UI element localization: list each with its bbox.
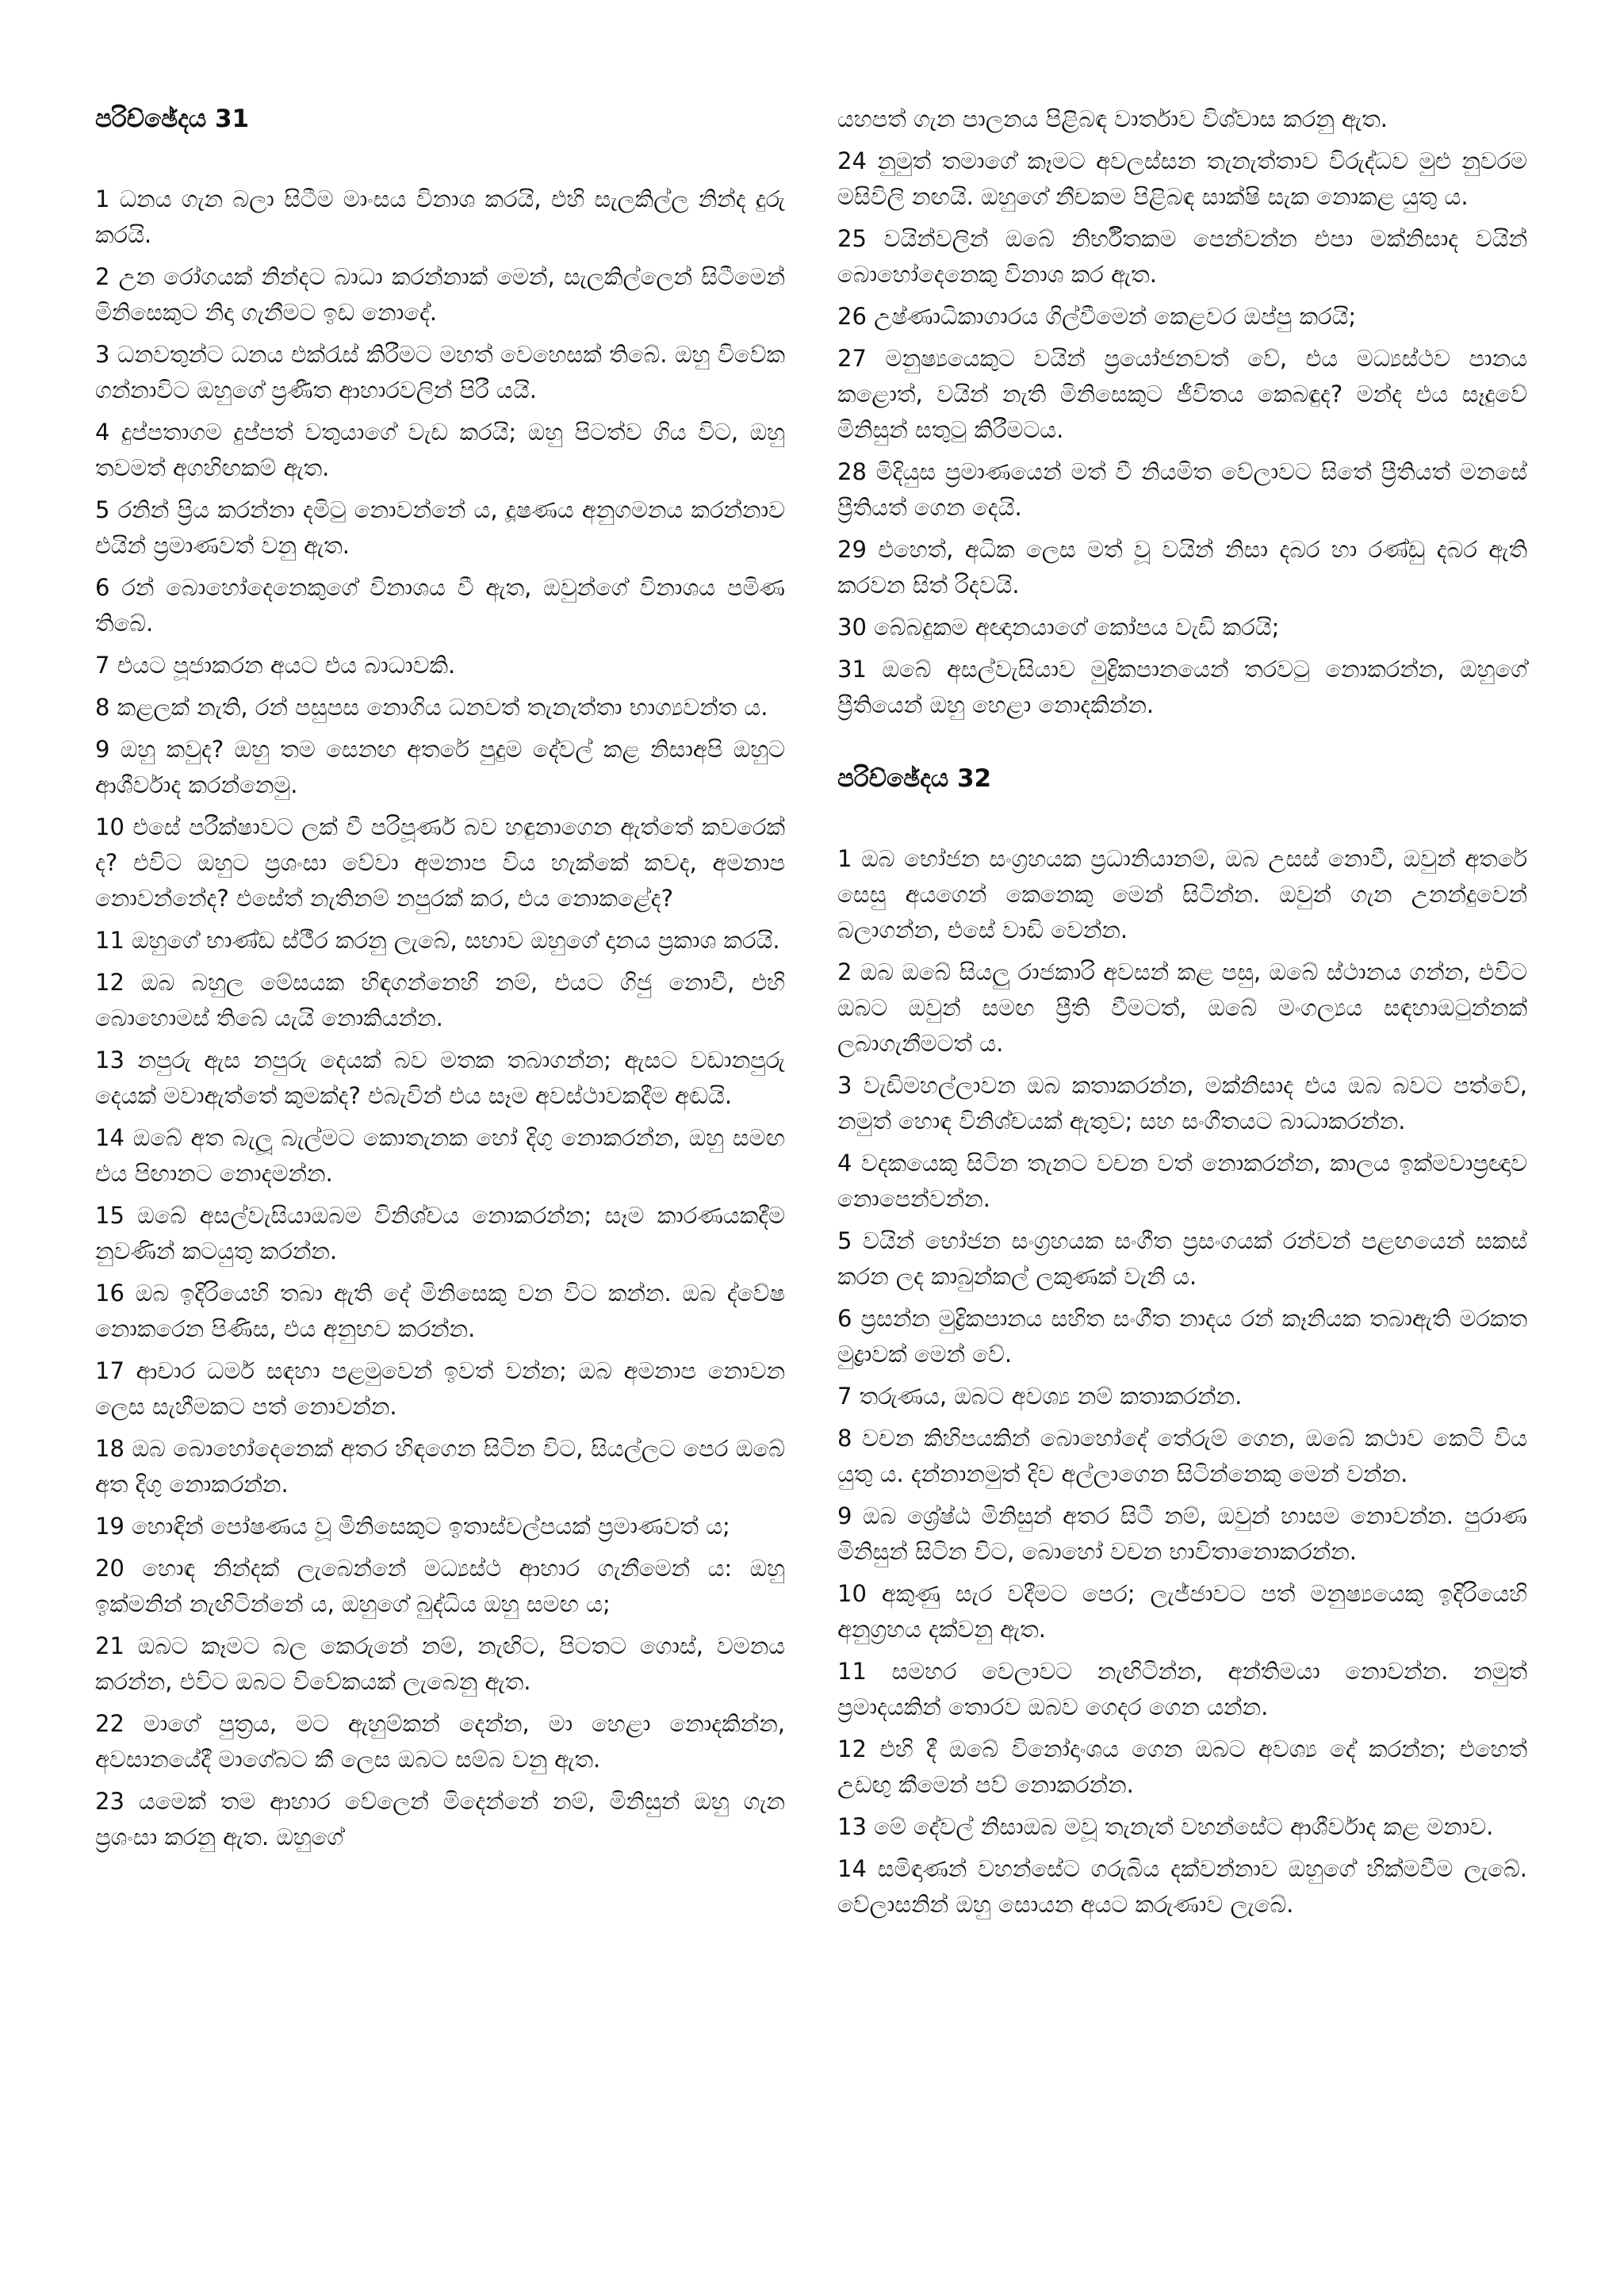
verse: 6 රන් බොහෝදෙනෙකුගේ විනාශය වී ඇත, ඔවුන්ගේ විනාශය පමිණ තිබේ. (95, 574, 785, 637)
verse: 4 දුප්පතාගම දුප්පත් වතුයාගේ වැඩ කරයි; ඔහු පිටත්ව ගිය විට, ඔහු තවමත් අගහිඟකම් ඇත. (95, 419, 785, 481)
verse-list-32 (837, 841, 1527, 1923)
verse: 13 නපුරු ඇස නපුරු දෙයක් බව මතක තබාගන්න; ඇසට වඩානපුරු දෙයක් මවාඇත්තේ කුමක්ද? එබැවින් එය සෑම අවස්ථාවකදීම අඬයි. (95, 1047, 785, 1109)
chapter-title-31: පරිච්ඡේදය 31 (95, 105, 250, 133)
right-column (837, 101, 1527, 1929)
verse: 17 ආචාර ධර්ම සඳහා පළමුවෙන් ඉවත් වන්න; ඔබ අමනාප නොවන ලෙස සැහීමකට පත් නොවන්න. (95, 1357, 785, 1420)
verse: 7 එයට පූජාකරන අයට එය බාධාවකි. (95, 652, 456, 679)
verse: 16 ඔබ ඉදිරියෙහි තබා ඇති දේ මිනිසෙකු වන විට කන්න. ඔබ ද්වේෂ නොකරෙන පිණිස, එය අනුභව කරන්න. (95, 1280, 785, 1342)
verse: 2 උන රෝගයක් නින්දට බාධා කරන්නාක් මෙන්, සැලකිල්ලෙන් සිටීමෙන් මිනිසෙකුට නිදා ගැනීමට ඉඩ නොදේ. (95, 263, 785, 326)
verse: 10 අකුණු සැර වදීමට පෙර; ලැජ්ජාවට පත් මනුෂ්‍යයෙකු ඉදිරියෙහි අනුග්‍රහය දක්වනු ඇත. (837, 1580, 1527, 1643)
verse: 1 ඔබ භෝජන සංග්‍රහයක ප්‍රධානියානම්, ඔබ උසස් නොවී, ඔවුන් අතරේ සෙසු අයගෙන් කෙනෙකු මෙන් සිටින්න. ඔවුන් ගැන උනන්දුවෙන් බලාගන්න, එසේ වාඩි වෙන්න. (837, 845, 1527, 943)
verse: 18 ඔබ බොහෝදෙනෙක් අතර හිඳගෙන සිටින විට, සියල්ලට පෙර ඔබේ අත දිගු නොකරන්න. (95, 1435, 785, 1498)
verse: 29 එහෙත්, අධික ලෙස මත් වූ වයින් නිසා දබර හා රණ්ඩු දබර ඇති කරවන සිත් රිදවයි. (837, 536, 1527, 599)
verse: 30 බේබදුකම අඥානයාගේ කෝපය වැඩි කරයි; (837, 614, 1280, 641)
verse: 12 එහි දී ඔබේ විනෝදාංශය ගෙන ඔබට අවශ්‍ය දේ කරන්න; එහෙත් උඩඟු කීමෙන් පව් නොකරන්න. (837, 1735, 1527, 1798)
verse: 28 මිදියුස ප්‍රමාණයෙන් මත් වී නියමිත වේලාවට සිතේ ප්‍රීතියත් මනසේ ප්‍රීතියත් ගෙන දෙයි. (837, 458, 1527, 521)
verse: 7 තරුණය, ඔබට අවශ්‍ය නම් කතාකරන්න. (837, 1383, 1243, 1410)
verse: 11 සමහර වෙලාවට නැඟිටින්න, අන්තිමයා නොවන්න. නමුත් ප්‍රමාදයකින් තොරව ඔබව ගෙදර ගෙන යන්න. (837, 1658, 1527, 1720)
chapter-title-32: පරිච්ඡේදය 32 (837, 764, 992, 793)
verse: 9 ඔහු කවුද? ඔහු තම සෙනඟ අතරේ පුදුම දේවල් කළ නිසාඅපි ඔහුට ආශීර්වාද කරන්නෙමු. (95, 736, 785, 798)
verse: 20 හොඳ නින්දක් ලැබෙන්නේ මධ්‍යස්ථ ආහාර ගැනීමෙන් ය: ඔහු ඉක්මනින් නැඟිටින්නේ ය, ඔහුගේ බුද්ධිය ඔහු සමඟ ය; (95, 1555, 785, 1617)
left-column (95, 95, 785, 1862)
verse: 5 රනින් ප්‍රිය කරන්නා දමිටු නොවන්නේ ය, දූෂණය අනුගමනය කරන්නාව එයින් ප්‍රමාණවත් වනු ඇත. (95, 496, 785, 559)
verse: 11 ඔහුගේ භාණ්ඩ ස්ථීර කරනු ලැබේ, සභාව ඔහුගේ දානය ප්‍රකාශ කරයි. (95, 927, 780, 954)
verse: 2 ඔබ ඔබේ සියලු රාජකාරි අවසන් කළ පසු, ඔබේ ස්ථානය ගන්න, එවිට ඔබට ඔවුන් සමඟ ප්‍රීති වීමටත්, ඔබේ මංගල්‍යය සඳහාඔටුන්නක් ලබාගැනීමටත් ය. (837, 959, 1527, 1057)
verse: 14 සමිඳාණන් වහන්සේට ගරුබිය දක්වන්නාව ඔහුගේ හික්මවීම ලැබේ. වේලාසනින් ඔහු සොයන අයට කරුණාව ලැබේ. (837, 1855, 1527, 1918)
verse: 8 කළලක් නැති, රන් පසුපස නොගිය ධනවත් තැනැත්තා භාග්‍යවන්ත ය. (95, 694, 768, 721)
verse: 13 මේ දේවල් නිසාඔබ මවූ තැනැත් වහන්සේට ආශීර්වාද කළ මනාව. (837, 1813, 1494, 1840)
verse: 12 ඔබ බහුල මේසයක හිඳගන්නෙහි නම්, එයට ගිජු නොවී, එහි බොහොමස් තිබේ යැයි නොකියන්න. (95, 969, 785, 1031)
verse: 14 ඔබේ අත බැලූ බැල්මට කොතැනක හෝ දිගු නොකරන්න, ඔහු සමඟ එය පිඟානට නොදමන්න. (95, 1124, 785, 1187)
verse: 8 වචන කිහිපයකින් බොහෝදේ තේරුම් ගෙන, ඔබේ කථාව කෙටි විය යුතු ය. දන්නානමුත් දිව අල්ලාගෙන සිටින්නෙකු මෙන් වන්න. (837, 1425, 1527, 1487)
verse: 4 වදකයෙකු සිටින තැනට වචන වත් නොකරන්න, කාලය ඉක්මවාප්‍රඥාව නොපෙන්වන්න. (837, 1150, 1527, 1212)
verse: 25 වයින්වලින් ඔබේ නිර්භීතකම පෙන්වන්න එපා මක්නිසාද වයින් බොහෝදෙනෙකු විනාශ කර ඇත. (837, 225, 1527, 288)
verse: 19 හොඳින් පෝෂණය වූ මිනිසෙකුට ඉතාස්වල්පයක් ප්‍රමාණවත් ය; (95, 1513, 730, 1540)
verse: 9 ඔබ ශ්‍රේෂ්ඨ මිනිසුන් අතර සිටී නම්, ඔවුන් හාසම නොවන්න. පුරාණ මිනිසුන් සිටින විට, බොහෝ වචන භාවිතානොකරන්න. (837, 1502, 1527, 1565)
verse: 24 නුමුත් තමාගේ කෑමට අවලස්සන තැනැත්තාව විරුද්ධව මුළු නුවරම මසිවිලි නඟයි. ඔහුගේ නීචකම පිළිබඳ සාක්ෂි සැක නොකළ යුතු ය. (837, 147, 1527, 210)
verse: 31 ඔබේ අසල්වැසියාව මුද්‍රිකපානයෙන් තරවටු නොකරන්න, ඔහුගේ ප්‍රීතියෙන් ඔහු හෙළා නොදකින්න. (837, 656, 1527, 718)
verse: 26 උෂ්ණාධිකාගාරය ගිල්වීමෙන් කෙළවර ඔප්පු කරයි; (837, 303, 1357, 330)
verse: 1 ධනය ගැන බලා සිටීම මාංසය විනාශ කරයි, එහි සැලකිල්ල නින්ද දුරු කරයි. (95, 186, 785, 248)
verse-continuation: යහපත් ගැන පාලනය පිළිබඳ වාර්තාව විශ්වාස කරනු ඇත. (837, 105, 1388, 132)
verse: 23 යමෙක් තම ආහාර වේලෙන් මිදෙන්නේ නම්, මිනිසුන් ඔහු ගැන ප්‍රශංසා කරනු ඇත. ඔහුගේ (95, 1788, 785, 1850)
verse-list-31-continued (837, 144, 1527, 723)
verse: 3 වැඩිමහල්ලාවන ඔබ කතාකරන්න, මක්නිසාද එය ඔබ බවට පත්වේ, නමුත් හොඳ විනිශ්චයක් ඇතුව; සහ සංගීතයට බාධාකරන්න. (837, 1072, 1527, 1135)
verse: 10 එසේ පරීක්ෂාවට ලක් වී පරිපූර්ණ බව හඳුනාගෙන ඇත්තේ කවරෙක් ද? එවිට ඔහුට ප්‍රශංසා වේවා අමනාප විය හැක්කේ කවද, අමනාප නොවන්නේද? එසේත් නැතිනම් නපුරක් කර, එය නොකළේද? (95, 813, 785, 912)
verse: 22 මාගේ පුත්‍රය, මට ඇහුම්කන් දෙන්න, මා හෙළා නොදකින්න, අවසානයේදී මාගේබට කී ලෙස ඔබට සම්බ වනු ඇත. (95, 1710, 785, 1773)
verse: 15 ඔබේ අසල්වැසියාඔබම විනිශ්චය නොකරන්න; සෑම කාරණයකදීම නුවණින් කටයුතු කරන්න. (95, 1202, 785, 1265)
verse: 5 වයින් භෝජන සංග්‍රහයක සංගීත ප්‍රසංගයක් රන්වන් පළඟයෙන් සකස් කරන ලද කාබුන්කල් ලකුණක් වැනි ය. (837, 1227, 1527, 1290)
verse-list-31 (95, 182, 785, 1855)
verse: 6 ප්‍රසන්න මුද්‍රිකපානය සහිත සංගීත නාදය රන් කෑනියක තබාඇති මරකත මුද්‍රාවක් මෙන් වේ. (837, 1305, 1527, 1368)
verse: 21 ඔබට කෑමට බල කෙරුනේ නම්, නැඟිට, පිටතට ගොස්, වමනය කරන්න, එවිට ඔබට විවේකයක් ලැබෙනු ඇත. (95, 1632, 785, 1695)
verse: 27 මනුෂ්‍යයෙකුට වයින් ප්‍රයෝජනවත් වේ, එය මධ්‍යස්ථව පානය කළොත්, වයින් නැති මිනිසෙකුට ජීවිතය කෙබඳුද? මන්ද එය සෑදුවේ මිනිසුන් සතුටු කිරීමටය. (837, 345, 1527, 443)
verse: 3 ධනවතුන්ට ධනය එක්රැස් කිරීමට මහත් වෙහෙසක් තිබේ. ඔහු විවේක ගන්නාවිට ඔහුගේ ප්‍රණීත ආහාරවලින් පිරී යයි. (95, 341, 785, 404)
